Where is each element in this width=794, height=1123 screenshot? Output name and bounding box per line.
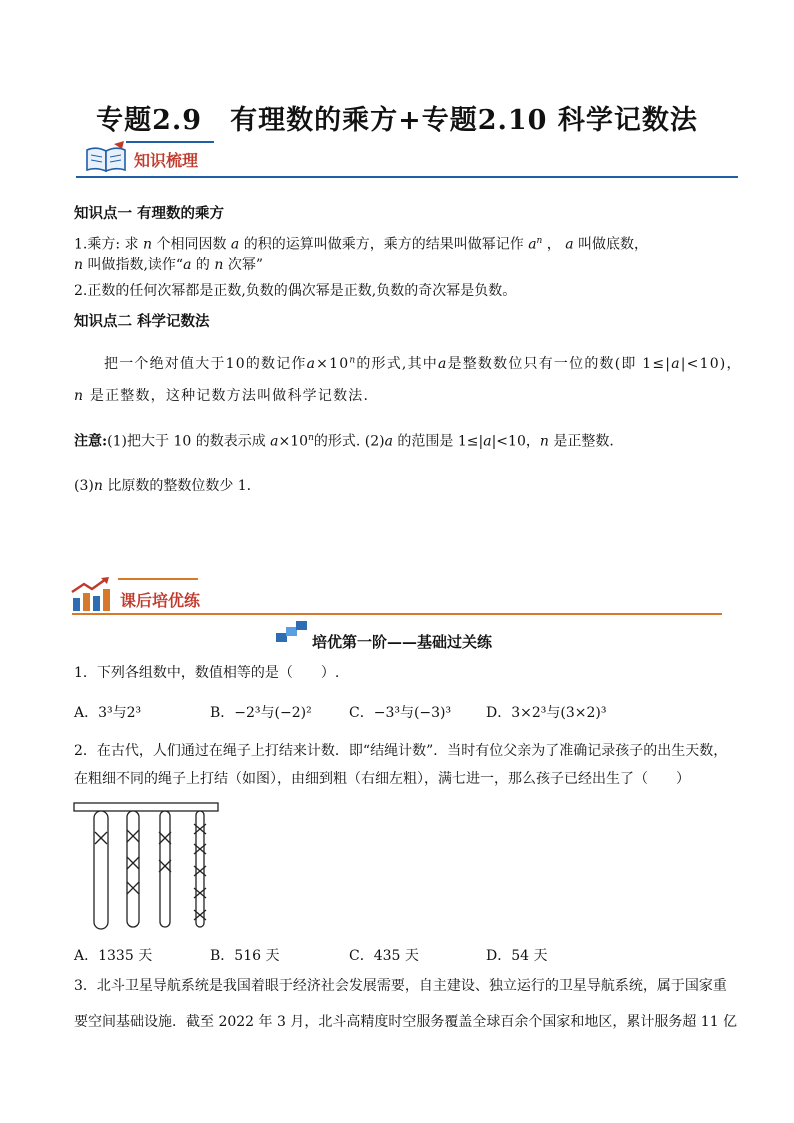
q1-option-b: B．−2³与(−2)²: [210, 705, 312, 721]
q2-option-c: C．435 天: [349, 948, 419, 964]
section-label-practice: 课后培优练: [120, 591, 201, 610]
q1-option-c: C．−3³与(−3)³: [349, 705, 452, 721]
section-short-rule: [126, 141, 214, 143]
bar-chart-arrow-icon: [70, 576, 114, 612]
section-divider-orange: [72, 613, 722, 615]
q2-stem-line2: 在粗细不同的绳子上打结（如图），由细到粗（右细左粗），满七进一，那么孩子已经出生了（ ）: [74, 771, 690, 787]
note-label: 注意:: [74, 433, 108, 450]
q2-option-a: A．1335 天: [74, 948, 153, 964]
sub-title: 培优第一阶——基础过关练: [312, 633, 493, 651]
q1-option-d: D．3×2³与(3×2)³: [486, 705, 607, 721]
q3-stem-line1: 3．北斗卫星导航系统是我国着眼于经济社会发展需要，自主建设、独立运行的卫星导航系统，属于国家重: [74, 978, 727, 994]
note-line2: (3)n 比原数的整数位数少 1.: [74, 478, 252, 494]
kp2-line2: n 是正整数，这种记数方法叫做科学记数法.: [74, 388, 370, 404]
kp1-line1: 1.乘方: 求 n 个相同因数 a 的积的运算叫做乘方，乘方的结果叫做幂记作 $a^n$ ， a 叫做底数，: [74, 236, 649, 253]
section-divider-blue: [76, 176, 738, 178]
book-icon: [84, 140, 130, 176]
q1-option-a: A．3³与2³: [74, 705, 142, 721]
knot-rope-figure: [72, 800, 222, 936]
q2-stem-line1: 2．在古代，人们通过在绳子上打结来计数．即“结绳计数”．当时有位父亲为了准确记录孩子的出生天数，: [74, 743, 728, 759]
kp1-title: 知识点一 有理数的乘方: [74, 205, 225, 222]
q1-stem: 1．下列各组数中，数值相等的是（ ）.: [74, 665, 340, 681]
kp2-line1: 把一个绝对值大于10的数记作$a\times 10^n$的形式,其中a是整数数位只有一位的数(即 1≤|a|<10)，: [104, 355, 742, 372]
note-line1: 注意:(1)把大于 10 的数表示成 $a\times 10^n$的形式. (2)a 的范围是 1≤|a|<10，n 是正整数.: [74, 433, 614, 450]
kp2-title: 知识点二 科学记数法: [74, 313, 210, 330]
kp1-line2: n 叫做指数,读作“a 的 n 次幂”: [74, 257, 263, 273]
page-title: 专题2.9 有理数的乘方+专题2.10 科学记数法: [96, 105, 698, 136]
section2-short-rule: [118, 578, 198, 580]
q2-option-b: B．516 天: [210, 948, 280, 964]
stairs-icon: [276, 620, 310, 644]
q2-option-d: D．54 天: [486, 948, 548, 964]
section-label-knowledge: 知识梳理: [134, 151, 199, 170]
q3-stem-line2: 要空间基础设施．截至 2022 年 3 月，北斗高精度时空服务覆盖全球百余个国家和地区，累计服务超 11 亿: [74, 1014, 738, 1030]
kp1-line3: 2.正数的任何次幂都是正数,负数的偶次幂是正数,负数的奇次幂是负数。: [74, 283, 517, 299]
